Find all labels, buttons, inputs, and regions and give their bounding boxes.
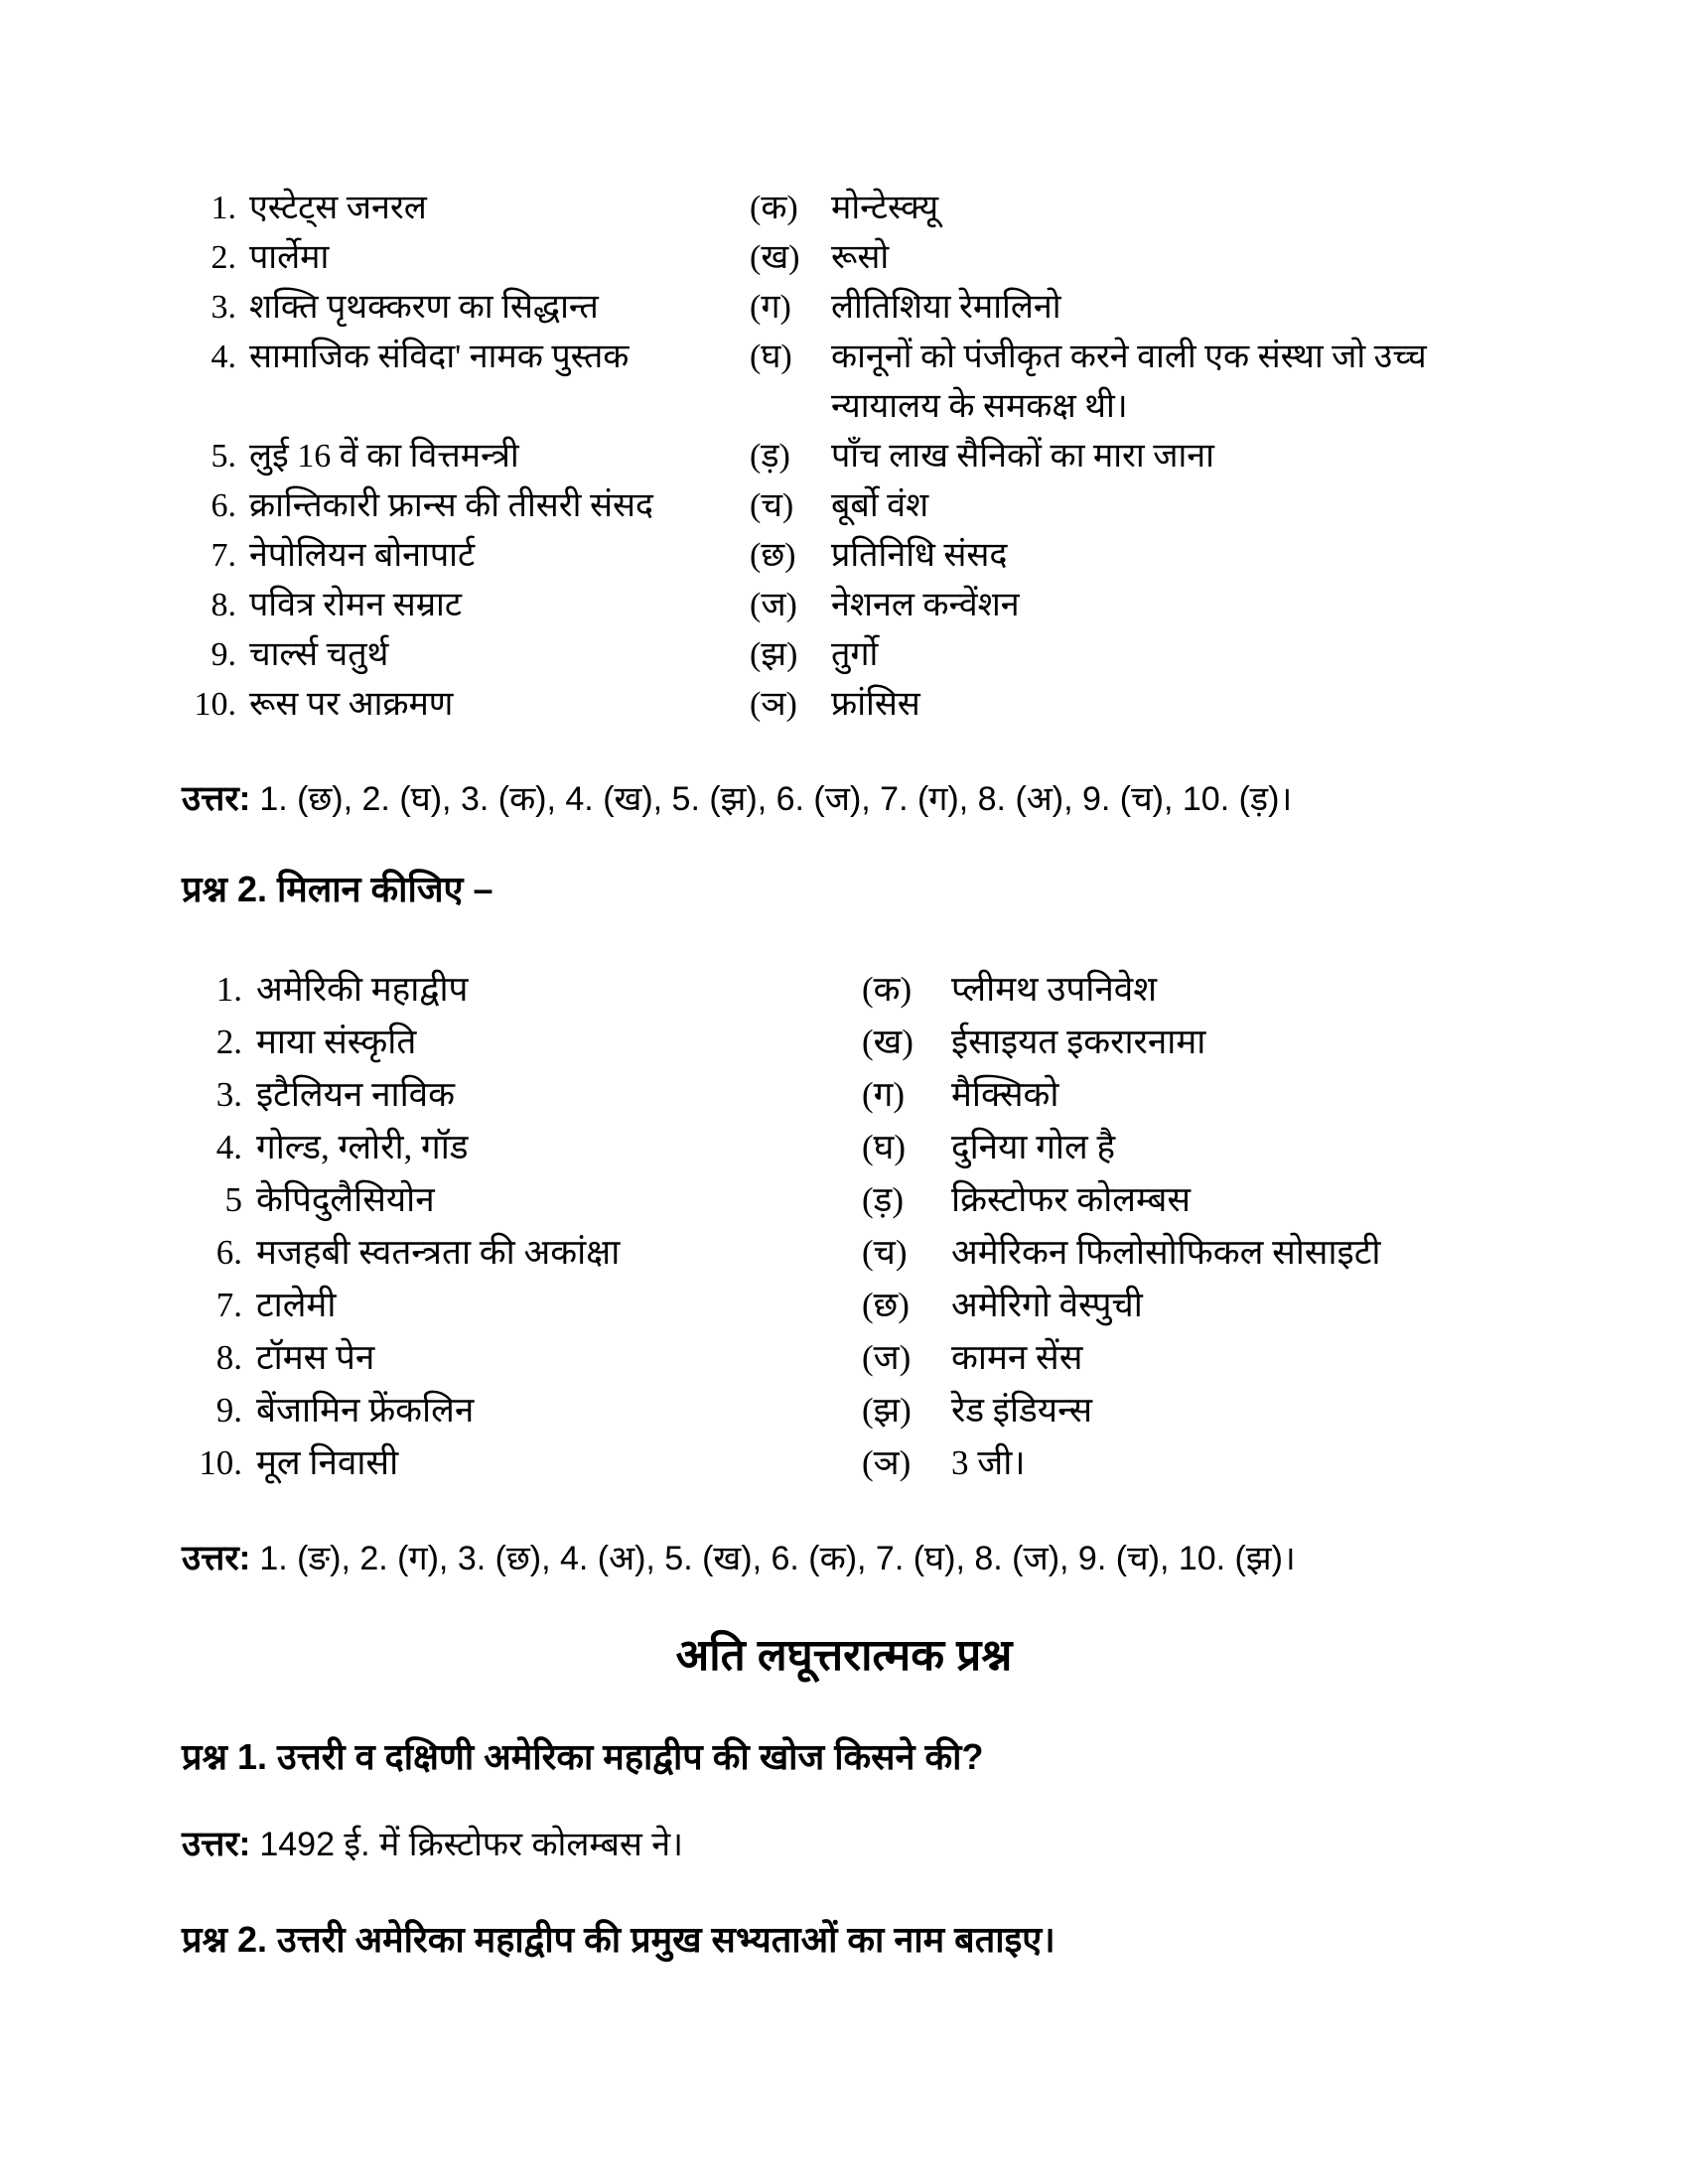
answer-text: 1. (छ), 2. (घ), 3. (क), 4. (ख), 5. (झ), 6. (ज), 7. (ग), 8. (अ), 9. (च), 10. (ड़)। [259,780,1293,818]
match-item-marker: (क) [750,190,798,226]
match-row [171,1068,1688,1121]
match-list-2 [171,963,1688,1489]
match-item-number: 5. [211,438,236,475]
section-heading-very-short-questions: अति लघूत्तरात्मक प्रश्न [675,1631,1013,1680]
match-item-number: 7. [211,537,236,574]
match-item-marker: (ञ) [862,1443,912,1482]
match-item-marker: (च) [750,487,794,524]
match-row [167,233,1688,283]
match-item-left: बेंजामिन फ्रेंकलिन [256,1391,475,1430]
match-item-left: केपिदुलैसियोन [256,1180,435,1219]
match-item-right: फ्रांसिस [831,686,920,723]
match-item-marker: (ड़) [750,438,790,475]
match-item-number: 3. [215,1075,242,1114]
match-row [171,1016,1688,1068]
answer-text: 1492 ई. में क्रिस्टोफर कोलम्बस ने। [259,1826,684,1863]
match-item-right: मैक्सिको [951,1075,1059,1114]
match-item-left: सामाजिक संविदा' नामक पुस्तक [249,339,630,375]
match-item-left: टॉमस पेन [256,1338,375,1377]
match-item-marker: (ग) [862,1075,906,1114]
answer-label: उत्तर: [182,1825,251,1863]
match-item-right: रूसो [831,239,890,276]
match-item-right: कानूनों को पंजीकृत करने वाली एक संस्था जो उच्च न्यायालय के समकक्ष थी। [831,339,1427,425]
match-item-left: लुई 16 वें का वित्तमन्त्री [249,438,519,475]
match-item-marker: (ग) [750,289,791,326]
answer-label: उत्तर: [182,1539,251,1577]
match-list-1 [167,184,1688,730]
match-row [171,1121,1688,1173]
question-2-heading: प्रश्न 2. मिलान कीजिए – [182,869,493,909]
match-item-left: अमेरिकी महाद्वीप [256,970,469,1009]
match-item-number: 4. [211,339,236,375]
short-question-2: प्रश्न 2. उत्तरी अमेरिका महाद्वीप की प्रमुख सभ्यताओं का नाम बताइए। [182,1919,1055,1960]
match-item-right: पाँच लाख सैनिकों का मारा जाना [831,438,1214,475]
match-item-number: 5 [224,1180,242,1219]
match-item-marker: (ज) [862,1338,912,1377]
match-item-left: मूल निवासी [256,1443,399,1482]
match-row [167,283,1688,333]
match-item-left: मजहबी स्वतन्त्रता की अकांक्षा [256,1233,621,1272]
match-item-marker: (ज) [750,587,797,623]
match-item-right: प्लीमथ उपनिवेश [951,970,1158,1009]
match-item-right: नेशनल कन्वेंशन [831,587,1020,623]
match-row [171,1384,1688,1436]
answer-line-2 [182,1537,1589,1580]
match-row [167,481,1688,531]
match-row [167,581,1688,630]
answer-label: उत्तर: [182,779,251,818]
match-item-marker: (झ) [750,636,798,673]
match-item-marker: (ख) [862,1023,914,1061]
match-row [167,333,1688,432]
match-item-marker: (ख) [750,239,800,276]
match-item-marker: (क) [862,970,913,1009]
match-item-right: कामन सेंस [951,1338,1083,1377]
match-item-right: बूर्बो वंश [831,487,929,524]
match-item-number: 1. [211,190,236,226]
match-item-number: 1. [215,970,242,1009]
match-item-number: 9. [215,1391,242,1430]
match-row [171,1279,1688,1331]
match-item-number: 7. [215,1286,242,1324]
match-item-number: 6. [215,1233,242,1272]
match-item-number: 10. [199,1443,242,1482]
match-item-number: 6. [211,487,236,524]
match-row [171,1173,1688,1226]
match-item-marker: (झ) [862,1391,912,1430]
match-item-right: दुनिया गोल है [951,1128,1116,1166]
match-row [167,680,1688,730]
match-item-marker: (छ) [862,1286,910,1324]
match-item-right: अमेरिकन फिलोसोफिकल सोसाइटी [951,1233,1381,1272]
match-item-left: चार्ल्स चतुर्थ [249,636,389,673]
match-row [171,1436,1688,1489]
match-row [167,184,1688,233]
match-item-right: ईसाइयत इकरारनामा [951,1023,1206,1061]
match-item-left: शक्ति पृथक्करण का सिद्धान्त [249,289,599,326]
match-row [167,432,1688,481]
match-item-right: रेड इंडियन्स [951,1391,1092,1430]
match-row [171,1226,1688,1279]
match-item-marker: (छ) [750,537,796,574]
match-item-marker: (ड़) [862,1180,905,1219]
match-item-right: अमेरिगो वेस्पुची [951,1286,1143,1324]
match-item-left: गोल्ड, ग्लोरी, गॉड [256,1128,469,1166]
match-row [167,531,1688,581]
match-row [171,1331,1688,1384]
match-item-left: एस्टेट्स जनरल [249,190,427,226]
match-item-number: 2. [215,1023,242,1061]
match-item-left: इटैलियन नाविक [256,1075,455,1114]
match-item-left: पार्लेमा [249,239,330,276]
match-item-right: मोन्टेस्क्यू [831,190,939,226]
match-item-marker: (घ) [750,339,792,375]
match-item-right: लीतिशिया रेमालिनो [831,289,1061,326]
match-item-left: क्रान्तिकारी फ्रान्स की तीसरी संसद [249,487,653,524]
match-item-number: 9. [211,636,236,673]
match-item-right: क्रिस्टोफर कोलम्बस [951,1180,1192,1219]
answer-text: 1. (ङ), 2. (ग), 3. (छ), 4. (अ), 5. (ख), 6. (क), 7. (घ), 8. (ज), 9. (च), 10. (झ)। [259,1540,1296,1577]
match-item-marker: (च) [862,1233,908,1272]
match-item-number: 3. [211,289,236,326]
match-item-number: 8. [215,1338,242,1377]
match-item-right: प्रतिनिधि संसद [831,537,1008,574]
match-item-left: पवित्र रोमन सम्राट [249,587,462,623]
match-item-left: नेपोलियन बोनापार्ट [249,537,476,574]
match-item-right: तुर्गो [831,636,879,673]
short-answer-1 [182,1823,1589,1866]
match-item-left: रूस पर आक्रमण [249,686,454,723]
match-item-number: 4. [215,1128,242,1166]
match-item-marker: (घ) [862,1128,906,1166]
match-item-left: माया संस्कृति [256,1023,417,1061]
match-row [167,630,1688,680]
match-item-left: टालेमी [256,1286,337,1324]
match-item-number: 2. [211,239,236,276]
match-item-number: 10. [194,686,236,723]
match-row [171,963,1688,1016]
short-question-1: प्रश्न 1. उत्तरी व दक्षिणी अमेरिका महाद्वीप की खोज किसने की? [182,1736,984,1777]
match-item-right: 3 जी। [951,1443,1026,1482]
answer-line-1 [182,777,1589,821]
match-item-number: 8. [211,587,236,623]
match-item-marker: (ञ) [750,686,797,723]
